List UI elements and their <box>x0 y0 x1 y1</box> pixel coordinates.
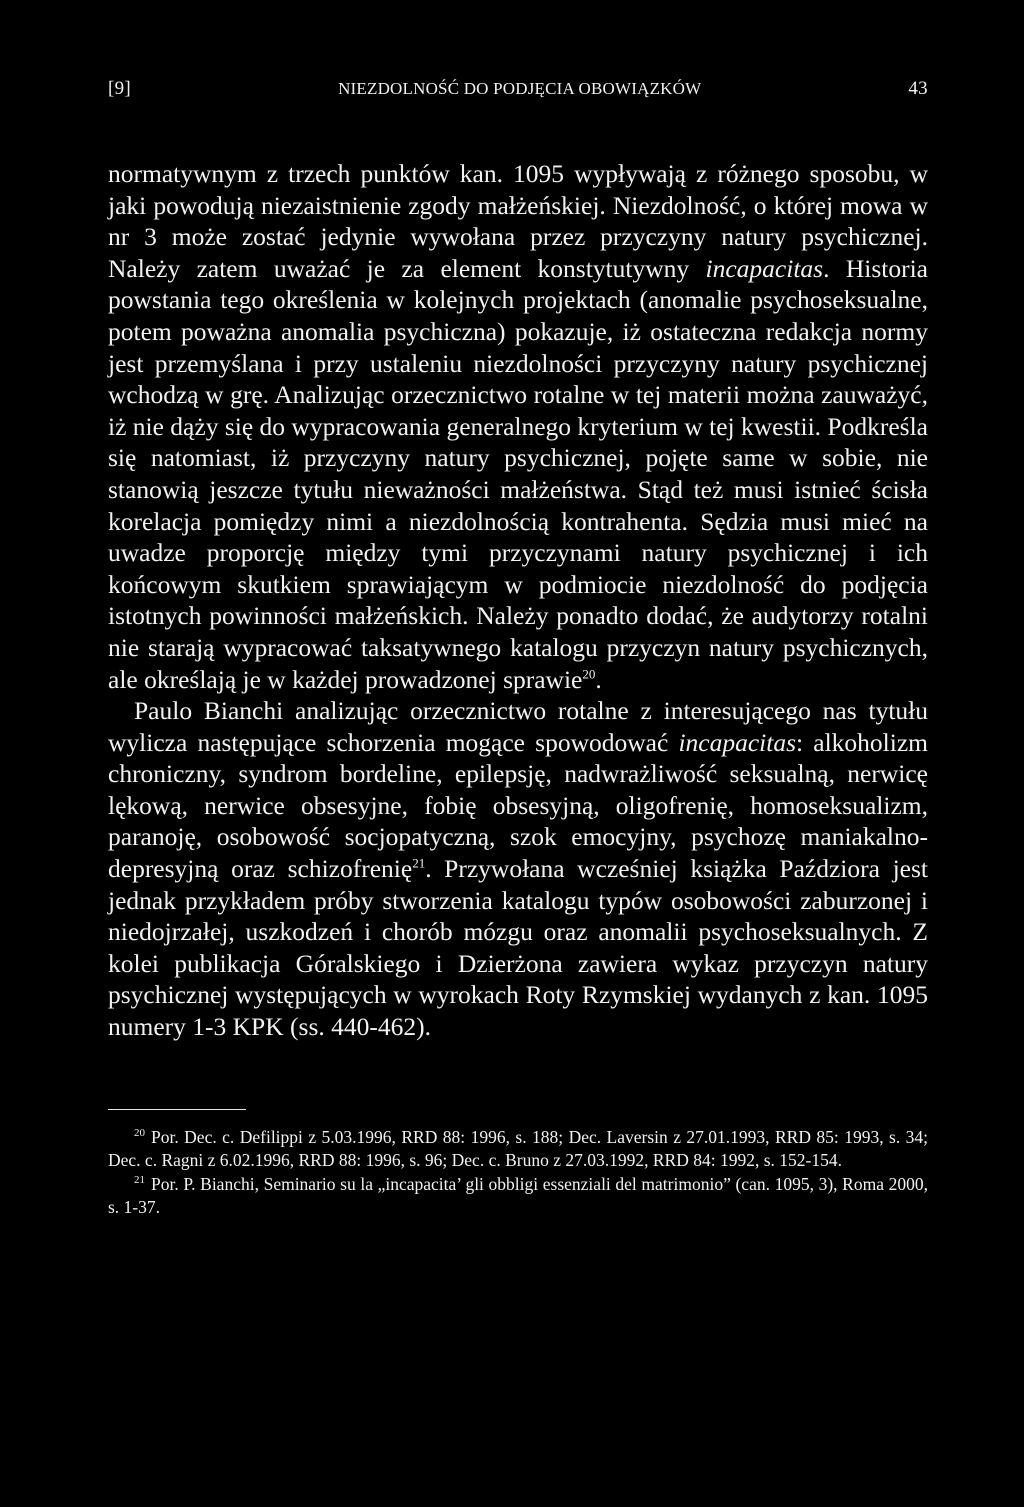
paragraph-1 <box>108 158 928 695</box>
page-number: 43 <box>908 78 928 99</box>
section-marker: [9] <box>108 78 132 99</box>
paragraph-1-text-c: . <box>595 664 602 694</box>
footnotes <box>108 1126 928 1220</box>
paragraph-2-text-a: Paulo Bianchi analizując orzecznictwo rotalne z interesującego nas tytułu wylicza następujące schorzenia mogące spowodować <box>108 696 928 757</box>
running-header <box>108 78 928 118</box>
footnote-number: 20 <box>134 1126 145 1139</box>
body-text <box>108 158 928 1043</box>
paragraph-1-text-b: . Historia powstania tego określenia w kolejnych projektach (anomalie psychoseksualne, potem poważna anomalia psychiczna) pokazuje, iż ostateczna redakcja normy jest przemyślana i przy ustaleniu niezdolności przyczyny natury psychicznej wchodzą w grę. Analizując orzecznictwo rotalne w tej materii można zauważyć, iż nie dąży się do wypracowania generalnego kryterium w tej kwestii. Podkreśla się natomiast, iż przyczyny natury psychicznej, pojęte same w sobie, nie stanowią jeszcze tytułu nieważności małżeństwa. Stąd też musi istnieć ścisła korelacja pomiędzy nimi a niezdolnością kontrahenta. Sędzia musi mieć na uwadze proporcję między tymi przyczynami natury psychicznej i ich końcowym skutkiem sprawiającym w podmiocie niezdolność do podjęcia istotnych powinności małżeńskich. Należy ponadto dodać, że audytorzy rotalni nie starają wypracować taksatywnego katalogu przyczyn natury psychicznych, ale określają je w każdej prowadzonej sprawie <box>108 253 929 694</box>
page <box>108 78 928 1220</box>
footnote-number: 21 <box>134 1173 145 1186</box>
footnote-21 <box>108 1173 928 1220</box>
paragraph-2-text-c: . Przywołana wcześniej książka Paździora jest jednak przykładem próby stworzenia katalogu typów osobowości zaburzonej i niedojrzałej, uszkodzeń i chorób mózgu oraz anomalii psychoseksualnych. Z kolei publikacja Góralskiego i Dzierżona zawiera wykaz przyczyn natury psychicznej występujących w wyrokach Roty Rzymskiej wydanych z kan. 1095 numery 1-3 KPK (ss. 440-462). <box>108 854 928 1042</box>
footnote-text: Por. P. Bianchi, Seminario su la „incapacita’ gli obbligi essenziali del matrimonio” (can. 1095, 3), Roma 2000, s. 1-37. <box>108 1173 928 1218</box>
paragraph-2 <box>108 695 928 1043</box>
term-incapacitas: incapacitas <box>705 253 824 283</box>
footnote-ref-20[interactable]: 20 <box>582 666 596 681</box>
footnote-20 <box>108 1126 928 1173</box>
footnote-text: Por. Dec. c. Defilippi z 5.03.1996, RRD 88: 1996, s. 188; Dec. Laversin z 27.01.1993, RRD 85: 1993, s. 34; Dec. c. Ragni z 6.02.1996, RRD 88: 1996, s. 96; Dec. c. Bruno z 27.03.1992, RRD 84: 1992, s. 152-154. <box>108 1126 928 1171</box>
footnote-divider <box>108 1109 246 1110</box>
paragraph-2-text-b: : alkoholizm chroniczny, syndrom bordeline, epilepsję, nadwrażliwość seksualną, nerwicę lękową, nerwice obsesyjne, fobię obsesyjną, oligofrenię, homoseksualizm, paranoję, osobowość socjopatyczną, szok emocyjny, psychozę maniakalno-depresyjną oraz schizofrenię <box>108 727 928 884</box>
footnote-ref-21[interactable]: 21 <box>412 855 426 871</box>
running-title: NIEZDOLNOŚĆ DO PODJĘCIA OBOWIĄZKÓW <box>338 79 702 98</box>
term-incapacitas: incapacitas <box>678 727 797 757</box>
paragraph-1-text-a: normatywnym z trzech punktów kan. 1095 wypływają z różnego sposobu, w jaki powodują niezaistnienie zgody małżeńskiej. Niezdolność, o której mowa w nr 3 może zostać jedynie wywołana przez przyczyny natury psychicznej. Należy zatem uważać je za element konstytutywny <box>108 159 928 283</box>
